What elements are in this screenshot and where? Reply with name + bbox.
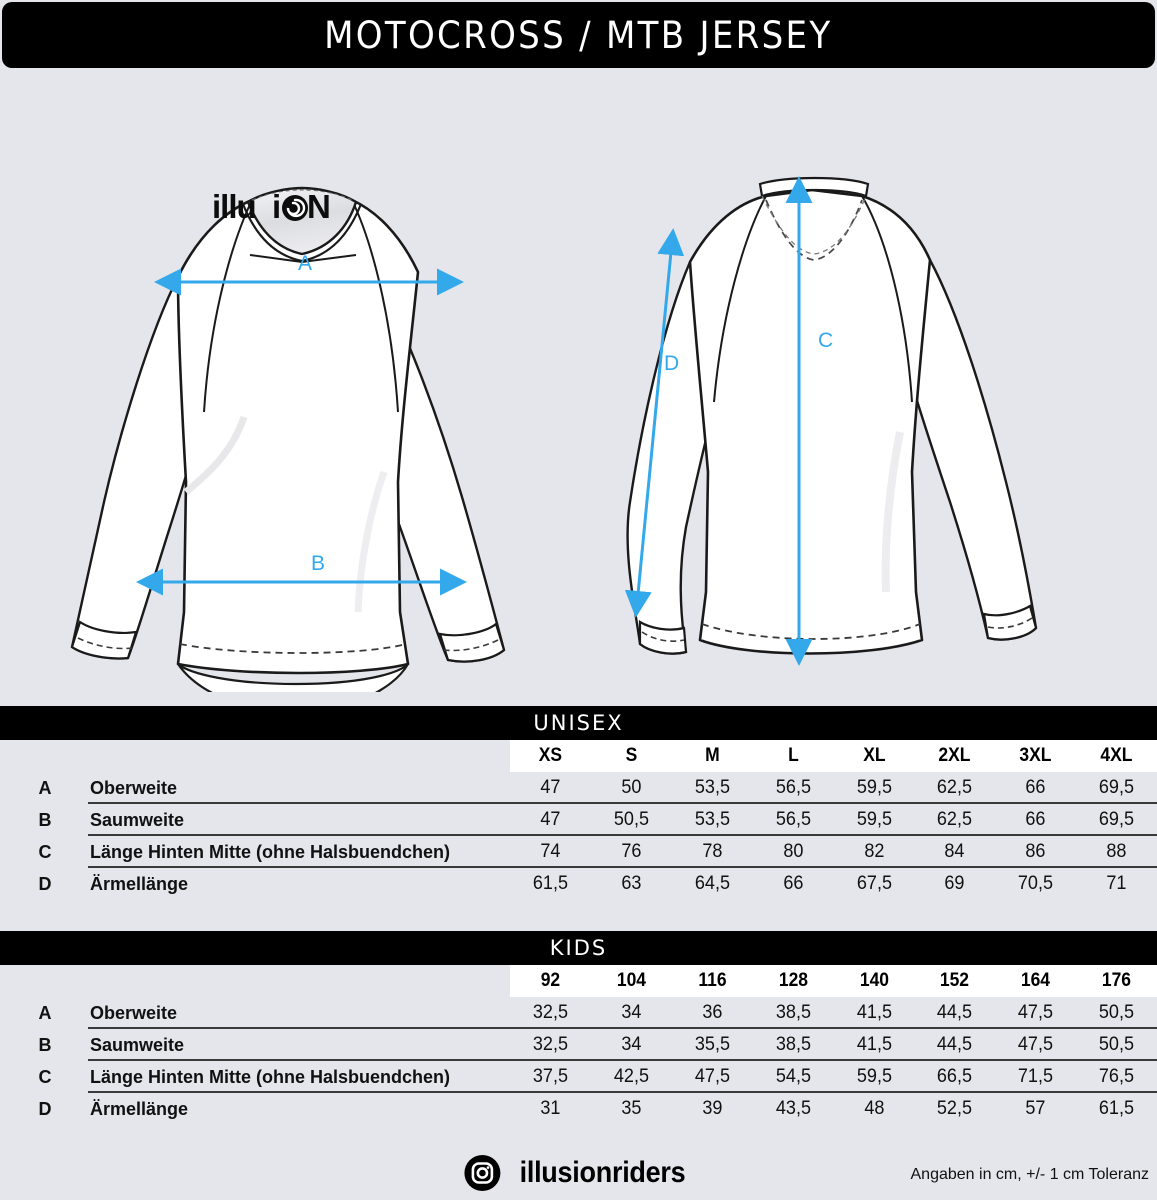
table-cell: 50,5 <box>613 809 649 830</box>
table-cell: 66 <box>1025 809 1046 830</box>
row-letter: A <box>38 1002 52 1023</box>
row-label: Länge Hinten Mitte (ohne Halsbuendchen) <box>90 1066 451 1087</box>
measure-c-label: C <box>818 329 834 352</box>
row-label: Ärmellänge <box>90 873 189 894</box>
jersey-illustration <box>0 72 1157 692</box>
table-row <box>0 1061 1157 1093</box>
row-label: Saumweite <box>90 809 185 830</box>
table-cell: 66,5 <box>937 1066 973 1087</box>
table-cell: 50,5 <box>1098 1002 1135 1023</box>
measure-a-label: A <box>297 252 313 275</box>
table-cell: 42,5 <box>613 1066 649 1087</box>
table-cell: 54,5 <box>775 1066 811 1087</box>
table-cell: 62,5 <box>937 777 973 798</box>
table-row <box>0 997 1157 1029</box>
size-header-cell: XS <box>538 745 563 766</box>
table-cell: 47 <box>540 809 561 830</box>
table-cell: 82 <box>863 841 884 862</box>
table-cell: 38,5 <box>775 1034 811 1055</box>
table-row <box>0 1093 1157 1125</box>
table-cell: 88 <box>1106 841 1127 862</box>
table-cell: 38,5 <box>775 1002 811 1023</box>
table-cell: 48 <box>863 1098 884 1119</box>
table-cell: 84 <box>944 841 965 862</box>
table-cell: 44,5 <box>937 1002 973 1023</box>
size-header-row-kids <box>0 965 1157 997</box>
table-band-title-unisex: UNISEX <box>533 711 624 735</box>
table-cell: 57 <box>1025 1098 1046 1119</box>
size-header-cell: 128 <box>778 970 808 991</box>
table-cell: 64,5 <box>694 873 730 894</box>
row-letter: B <box>38 1034 52 1055</box>
table-cell: 71,5 <box>1018 1066 1054 1087</box>
svg-text:i: i <box>272 188 281 225</box>
size-header-cell: XL <box>862 745 886 766</box>
size-header-cell: 140 <box>859 970 889 991</box>
row-letter: D <box>38 1098 52 1119</box>
table-cell: 34 <box>621 1002 642 1023</box>
table-cell: 80 <box>783 841 804 862</box>
table-cell: 47,5 <box>1018 1034 1054 1055</box>
table-band-kids <box>0 931 1157 965</box>
table-cell: 86 <box>1025 841 1046 862</box>
table-cell: 59,5 <box>856 777 892 798</box>
size-table-kids <box>0 931 1157 1125</box>
table-cell: 66 <box>1025 777 1046 798</box>
table-cell: 69,5 <box>1098 809 1135 830</box>
table-cell: 70,5 <box>1018 873 1054 894</box>
row-letter: D <box>38 873 52 894</box>
table-cell: 52,5 <box>937 1098 973 1119</box>
row-label: Saumweite <box>90 1034 185 1055</box>
table-cell: 35 <box>621 1098 642 1119</box>
table-cell: 36 <box>702 1002 723 1023</box>
table-cell: 63 <box>621 873 642 894</box>
size-header-cell: L <box>787 745 799 766</box>
table-cell: 69 <box>944 873 965 894</box>
table-cell: 66 <box>783 873 804 894</box>
row-label: Länge Hinten Mitte (ohne Halsbuendchen) <box>90 841 451 862</box>
size-header-cell: 92 <box>540 970 561 991</box>
table-row <box>0 836 1157 868</box>
table-cell: 32,5 <box>532 1002 568 1023</box>
table-cell: 53,5 <box>694 809 730 830</box>
table-cell: 41,5 <box>856 1002 892 1023</box>
table-row <box>0 772 1157 804</box>
tolerance-note: Angaben in cm, +/- 1 cm Toleranz <box>910 1166 1149 1183</box>
table-row <box>0 1029 1157 1061</box>
table-cell: 76,5 <box>1098 1066 1135 1087</box>
table-cell: 32,5 <box>532 1034 568 1055</box>
row-label: Oberweite <box>90 1002 178 1023</box>
table-cell: 47,5 <box>694 1066 730 1087</box>
table-cell: 74 <box>540 841 561 862</box>
table-cell: 76 <box>621 841 642 862</box>
table-cell: 50,5 <box>1098 1034 1135 1055</box>
table-cell: 47 <box>540 777 561 798</box>
title-banner <box>2 2 1155 68</box>
size-header-cell: 2XL <box>938 745 971 766</box>
svg-text:N: N <box>307 188 330 225</box>
size-header-cell: 164 <box>1021 970 1051 991</box>
table-cell: 56,5 <box>775 777 811 798</box>
table-cell: 50 <box>621 777 642 798</box>
table-cell: 44,5 <box>937 1034 973 1055</box>
table-cell: 67,5 <box>856 873 892 894</box>
row-label: Ärmellänge <box>90 1098 189 1119</box>
table-cell: 71 <box>1106 873 1127 894</box>
instagram-handle[interactable]: illusionriders <box>519 1156 685 1189</box>
size-header-cell: 3XL <box>1019 745 1052 766</box>
table-row <box>0 868 1157 900</box>
size-header-cell: 4XL <box>1100 745 1133 766</box>
table-band-unisex <box>0 706 1157 740</box>
table-cell: 59,5 <box>856 1066 892 1087</box>
table-cell: 78 <box>702 841 723 862</box>
size-header-cell: 104 <box>616 970 646 991</box>
size-table-unisex <box>0 706 1157 900</box>
row-letter: B <box>38 809 52 830</box>
table-cell: 59,5 <box>856 809 892 830</box>
table-cell: 35,5 <box>694 1034 730 1055</box>
table-cell: 41,5 <box>856 1034 892 1055</box>
jersey-back-view <box>628 178 1036 654</box>
table-cell: 31 <box>540 1098 561 1119</box>
measure-d-label: D <box>664 352 680 375</box>
size-header-cell: S <box>625 745 638 766</box>
page-title: MOTOCROSS / MTB JERSEY <box>324 13 833 57</box>
size-header-row-unisex <box>0 740 1157 772</box>
row-letter: A <box>38 777 52 798</box>
table-cell: 61,5 <box>532 873 568 894</box>
table-cell: 34 <box>621 1034 642 1055</box>
table-cell: 69,5 <box>1098 777 1135 798</box>
table-row <box>0 804 1157 836</box>
row-letter: C <box>38 841 52 862</box>
measure-b-label: B <box>310 552 326 575</box>
size-header-cell: M <box>704 745 720 766</box>
table-cell: 56,5 <box>775 809 811 830</box>
instagram-group[interactable] <box>463 1154 694 1192</box>
table-cell: 61,5 <box>1098 1098 1135 1119</box>
instagram-icon[interactable] <box>463 1154 501 1192</box>
table-cell: 39 <box>702 1098 723 1119</box>
table-cell: 47,5 <box>1018 1002 1054 1023</box>
table-cell: 43,5 <box>775 1098 811 1119</box>
jersey-front-view <box>72 188 504 692</box>
size-header-cell: 116 <box>698 970 727 991</box>
svg-text:illu: illu <box>212 188 256 225</box>
row-letter: C <box>38 1066 52 1087</box>
size-header-cell: 152 <box>940 970 970 991</box>
size-header-cell: 176 <box>1101 970 1132 991</box>
table-cell: 37,5 <box>532 1066 568 1087</box>
table-cell: 62,5 <box>937 809 973 830</box>
table-band-title-kids: KIDS <box>549 936 608 960</box>
row-label: Oberweite <box>90 777 178 798</box>
footer <box>0 1150 1157 1200</box>
table-cell: 53,5 <box>694 777 730 798</box>
